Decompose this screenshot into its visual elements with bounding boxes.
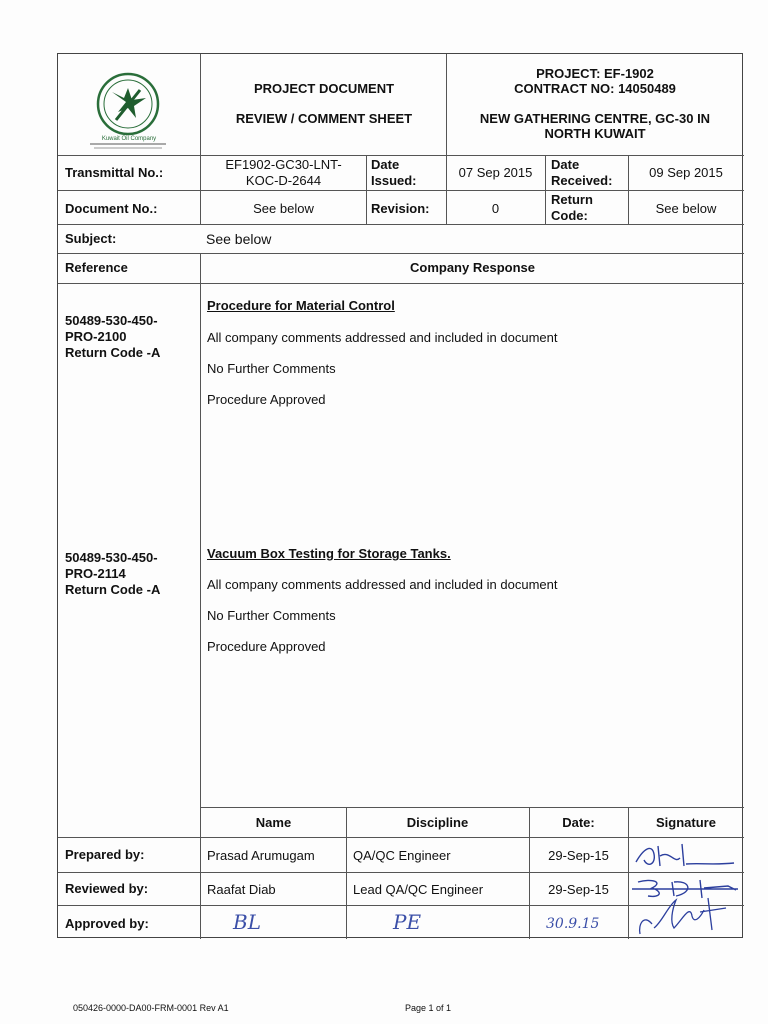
- transmittal-label: Transmittal No.:: [65, 165, 164, 180]
- entry-1-comment-2: No Further Comments: [207, 361, 336, 376]
- approved-by-signature: [630, 894, 742, 938]
- prepared-by-signature: [630, 838, 742, 872]
- date-issued-value: 07 Sep 2015: [458, 165, 533, 180]
- contract-number: CONTRACT NO: 14050489: [514, 81, 676, 96]
- return-code-label-line1: Return: [551, 192, 593, 207]
- entry-1-ref-line2: PRO-2100: [65, 329, 127, 344]
- logo-caption: Kuwait Oil Company: [101, 136, 157, 142]
- entry-1-ref-line3: Return Code -A: [65, 345, 161, 360]
- signoff-name-header: Name: [255, 815, 292, 830]
- document-no-value: See below: [253, 201, 314, 216]
- prepared-by-discipline: QA/QC Engineer: [353, 848, 451, 863]
- approved-by-label: Approved by:: [65, 916, 149, 931]
- transmittal-value-line2: KOC-D-2644: [245, 173, 322, 188]
- signoff-discipline-header: Discipline: [406, 815, 469, 830]
- subject-value: See below: [206, 231, 272, 247]
- subject-label: Subject:: [65, 231, 117, 246]
- reviewed-by-label: Reviewed by:: [65, 881, 149, 896]
- entry-2-ref-line3: Return Code -A: [65, 582, 161, 597]
- date-received-label-line2: Received:: [551, 173, 613, 188]
- date-issued-label-line2: Issued:: [371, 173, 417, 188]
- entry-2-comment-2: No Further Comments: [207, 608, 336, 623]
- entry-2-title: Vacuum Box Testing for Storage Tanks.: [207, 546, 451, 561]
- page-number: Page 1 of 1: [405, 1003, 452, 1013]
- entry-1-comment-1: All company comments addressed and included in document: [207, 330, 558, 345]
- review-comment-sheet: [57, 53, 743, 938]
- revision-label: Revision:: [371, 201, 430, 216]
- date-received-label-line1: Date: [551, 157, 580, 172]
- form-number: 050426-0000-DA00-FRM-0001 Rev A1: [73, 1003, 229, 1013]
- entry-2-comment-1: All company comments addressed and included in document: [207, 577, 558, 592]
- signoff-signature-header: Signature: [656, 815, 716, 830]
- return-code-label-line2: Code:: [551, 208, 588, 223]
- approved-by-name-handwritten: BL: [233, 910, 261, 934]
- approved-by-discipline-handwritten: PE: [393, 910, 422, 934]
- reviewed-by-discipline: Lead QA/QC Engineer: [353, 882, 484, 897]
- revision-value: 0: [491, 201, 500, 216]
- reviewed-by-name: Raafat Diab: [207, 882, 276, 897]
- project-name-line1: NEW GATHERING CENTRE, GC-30 IN: [479, 111, 711, 126]
- entry-2-ref-line1: 50489-530-450-: [65, 550, 158, 565]
- entry-2-comment-3: Procedure Approved: [207, 639, 326, 654]
- document-no-label: Document No.:: [65, 201, 158, 216]
- return-code-value: See below: [655, 201, 717, 216]
- document-title-line2: REVIEW / COMMENT SHEET: [235, 111, 413, 126]
- signoff-date-header: Date:: [562, 815, 595, 830]
- entry-1-comment-3: Procedure Approved: [207, 392, 326, 407]
- date-issued-label-line1: Date: [371, 157, 400, 172]
- entry-2-ref-line2: PRO-2114: [65, 566, 126, 581]
- transmittal-value-line1: EF1902-GC30-LNT-: [225, 157, 342, 172]
- entry-1-title: Procedure for Material Control: [207, 298, 395, 313]
- document-title-line1: PROJECT DOCUMENT: [253, 81, 395, 96]
- project-number: PROJECT: EF-1902: [536, 66, 654, 81]
- entry-1-ref-line1: 50489-530-450-: [65, 313, 158, 328]
- prepared-by-date: 29-Sep-15: [548, 848, 609, 863]
- project-name-line2: NORTH KUWAIT: [544, 126, 646, 141]
- date-received-value: 09 Sep 2015: [649, 165, 723, 180]
- company-response-header: Company Response: [410, 260, 535, 275]
- approved-by-date-handwritten: 30.9.15: [546, 916, 600, 932]
- reference-header: Reference: [65, 260, 128, 275]
- prepared-by-label: Prepared by:: [65, 847, 145, 862]
- prepared-by-name: Prasad Arumugam: [207, 848, 315, 863]
- reviewed-by-date: 29-Sep-15: [548, 882, 609, 897]
